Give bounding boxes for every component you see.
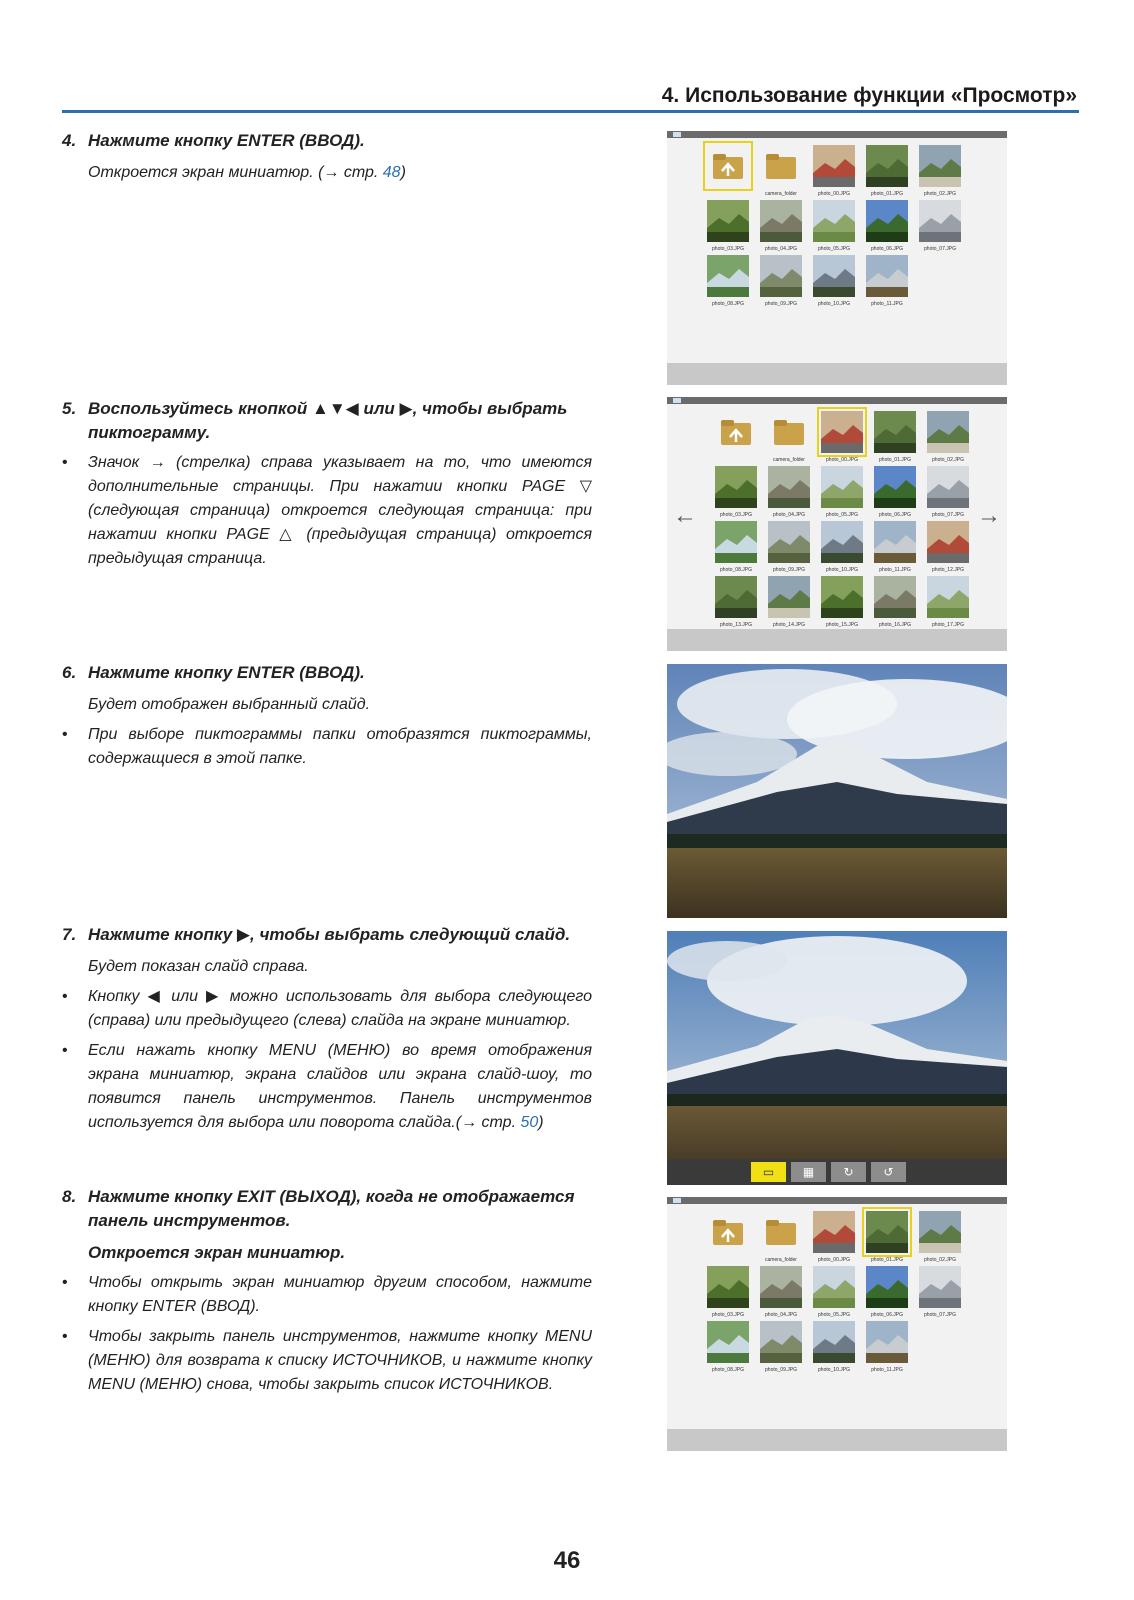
thumbnail[interactable] [866,200,908,242]
screen-bottombar [667,629,1007,651]
thumbnail[interactable] [813,1266,855,1308]
thumbnail[interactable] [707,200,749,242]
thumbnail[interactable] [760,200,802,242]
thumbnail-caption: photo_04.JPG [765,1312,797,1318]
thumbnail[interactable] [874,576,916,618]
step-number: 7. [62,925,77,944]
source-icon [673,398,681,403]
thumbnail[interactable] [919,200,961,242]
bullet-text-end: ) [538,1114,544,1131]
thumbnail-caption: photo_14.JPG [773,622,805,628]
thumbnail-caption: photo_01.JPG [871,1257,903,1263]
slide-toolbar [667,1159,1007,1185]
thumbnail[interactable] [866,255,908,297]
source-icon [673,132,681,137]
screen-topbar [667,131,1007,138]
step-number: 4. [62,131,77,150]
thumbnail[interactable] [821,576,863,618]
thumbnail[interactable] [707,1266,749,1308]
thumbnail-caption: photo_07.JPG [932,512,964,518]
thumbnail-caption: photo_03.JPG [712,1312,744,1318]
step-title: Воспользуйтесь кнопкой ▲▼◀ или ▶, чтобы выбрать пиктограмму. [88,399,568,442]
step-title: Нажмите кнопку ENTER (ВВОД). [88,131,365,150]
thumbnail-caption: photo_07.JPG [924,1312,956,1318]
thumbnail-caption: photo_12.JPG [932,567,964,573]
step-number: 6. [62,663,77,682]
thumbnail[interactable] [919,1266,961,1308]
thumbnail[interactable] [768,466,810,508]
bullet-text: Чтобы открыть экран миниатюр другим способом, нажмите кнопку ENTER (ВВОД). [88,1274,592,1315]
folder-up-icon[interactable] [707,145,749,187]
thumbnail[interactable] [707,1321,749,1363]
step-text-main: Откроется экран миниатюр. (→ стр. [88,164,383,181]
thumbnail-screen [667,1197,1007,1451]
folder-up-icon[interactable] [715,411,757,453]
thumbnail-caption: photo_11.JPG [879,567,911,573]
slide-select-icon[interactable]: ▭ [751,1162,786,1182]
bullet-mark: • [62,454,68,471]
screen-topbar [667,397,1007,404]
bullet-mark: • [62,1274,68,1291]
thumbnail-caption: photo_17.JPG [932,622,964,628]
bullet-mark: • [62,1328,68,1345]
thumbnail[interactable] [715,521,757,563]
thumbnail[interactable] [821,466,863,508]
film-icon[interactable]: ▦ [791,1162,826,1182]
step-8 [62,1185,592,1397]
thumbnail[interactable] [866,145,908,187]
thumbnail-caption: photo_06.JPG [871,1312,903,1318]
thumbnail-caption: photo_05.JPG [826,512,858,518]
thumbnail-caption: photo_16.JPG [879,622,911,628]
thumbnail[interactable] [821,411,863,453]
screen-bottombar [667,363,1007,385]
thumbnail-caption: photo_01.JPG [871,191,903,197]
bullet-mark: • [62,726,68,743]
slide-photo-with-toolbar [667,931,1007,1185]
source-icon [673,1198,681,1203]
step-title: Нажмите кнопку EXIT (ВЫХОД), когда не отображается панель инструментов. [88,1187,575,1230]
page-link[interactable]: 50 [520,1114,539,1131]
thumbnail[interactable] [927,521,969,563]
bullet-text: Значок → (стрелка) справа указывает на то, что имеются дополнительные страницы. При нажатии кнопки PAGE ▽ (следующая страница) откроется следующая страница: при нажатии кнопки PAGE △ (предыдущая страница) откроется предыдущая страница. [88,454,592,567]
mountain-photo [667,931,1007,1185]
thumbnail-caption: photo_02.JPG [924,191,956,197]
thumbnail-caption: photo_03.JPG [712,246,744,252]
thumbnail-caption: photo_00.JPG [826,457,858,463]
thumbnail-caption: photo_04.JPG [765,246,797,252]
folder-icon[interactable] [768,411,810,453]
mountain-photo [667,664,1007,918]
bullet-mark: • [62,1042,68,1059]
thumbnail-caption: photo_10.JPG [818,1367,850,1373]
thumbnail-caption: photo_11.JPG [871,301,903,307]
thumbnail[interactable] [866,1321,908,1363]
thumbnail-caption: camera_folder [765,191,797,197]
thumbnail[interactable] [760,1321,802,1363]
bullet-text: Чтобы закрыть панель инструментов, нажмите кнопку MENU (МЕНЮ) для возврата к списку ИСТОЧНИКОВ, и нажмите кнопку MENU (МЕНЮ) снова, чтобы закрыть список ИСТОЧНИКОВ. [88,1328,592,1393]
thumbnail-caption: photo_00.JPG [818,191,850,197]
page-number: 46 [553,1547,581,1574]
folder-icon[interactable] [760,145,802,187]
step-text: Будет отображен выбранный слайд. [88,696,371,713]
thumbnail[interactable] [874,466,916,508]
step-text-end: ) [400,164,406,181]
thumbnail-caption: photo_05.JPG [818,246,850,252]
step-title: Нажмите кнопку ENTER (ВВОД). [88,663,365,682]
thumbnail[interactable] [768,521,810,563]
thumbnail-caption: camera_folder [765,1257,797,1263]
thumbnail-caption: photo_04.JPG [773,512,805,518]
thumbnail-caption: photo_10.JPG [826,567,858,573]
thumbnail-caption: camera_folder [773,457,805,463]
thumbnail[interactable] [707,255,749,297]
thumbnail-screen [667,397,1007,651]
thumbnail-caption: photo_15.JPG [826,622,858,628]
arrow-left-icon[interactable]: ← [673,502,697,529]
thumbnail[interactable] [874,411,916,453]
page-header-title: 4. Использование функции «Просмотр» [661,84,1077,107]
thumbnail-caption: photo_01.JPG [879,457,911,463]
thumbnail[interactable] [813,145,855,187]
thumbnail[interactable] [715,466,757,508]
bullet-text: Кнопку ◀ или ▶ можно использовать для выбора следующего (справа) или предыдущего (слева) слайда на экране миниатюр. [88,988,592,1029]
thumbnail-caption: photo_07.JPG [924,246,956,252]
thumbnail-caption: photo_00.JPG [818,1257,850,1263]
bullet-text [88,1039,592,1135]
header-rule [62,110,1079,113]
thumbnail[interactable] [919,145,961,187]
thumbnail-caption: photo_09.JPG [773,567,805,573]
folder-up-icon[interactable] [707,1211,749,1253]
thumbnail[interactable] [760,1266,802,1308]
step-5 [62,397,592,571]
step-text [62,161,592,185]
thumbnail-caption: photo_02.JPG [924,1257,956,1263]
thumbnail-caption: photo_02.JPG [932,457,964,463]
thumbnail[interactable] [813,200,855,242]
thumbnail[interactable] [813,1211,855,1253]
thumbnail[interactable] [821,521,863,563]
thumbnail[interactable] [813,255,855,297]
thumbnail-caption: photo_06.JPG [879,512,911,518]
bullet-mark: • [62,988,68,1005]
thumbnail[interactable] [927,576,969,618]
step-subtitle: Откроется экран миниатюр. [88,1243,346,1262]
thumbnail[interactable] [760,255,802,297]
thumbnail-caption: photo_05.JPG [818,1312,850,1318]
thumbnail-caption: photo_10.JPG [818,301,850,307]
screen-bottombar [667,1429,1007,1451]
step-7 [62,923,592,1135]
step-number: 5. [62,399,77,418]
step-title: Нажмите кнопку ▶, чтобы выбрать следующий слайд. [88,925,571,944]
thumbnail[interactable] [874,521,916,563]
screen-topbar [667,1197,1007,1204]
step-4 [62,129,592,185]
thumbnail-caption: photo_06.JPG [871,246,903,252]
arrow-right-icon[interactable]: → [977,502,1001,529]
thumbnail[interactable] [813,1321,855,1363]
page-link[interactable]: 48 [382,164,401,181]
bullet-text: При выборе пиктограммы папки отобразятся пиктограммы, содержащиеся в этой папке. [88,726,592,767]
thumbnail-caption: photo_08.JPG [720,567,752,573]
rotate-right-icon[interactable]: ↻ [831,1162,866,1182]
thumbnail[interactable] [768,576,810,618]
thumbnail[interactable] [715,576,757,618]
step-text: Будет показан слайд справа. [88,958,309,975]
thumbnail-caption: photo_13.JPG [720,622,752,628]
folder-icon[interactable] [760,1211,802,1253]
slide-photo [667,664,1007,918]
bullet-text-main: Если нажать кнопку MENU (МЕНЮ) во время отображения экрана миниатюр, экрана слайдов или экрана слайд-шоу, то появится панель инструментов. Панель инструментов используется для выбора или поворота слайда.(→ стр. [88,1042,592,1131]
step-number: 8. [62,1187,77,1206]
thumbnail[interactable] [927,411,969,453]
thumbnail[interactable] [866,1266,908,1308]
thumbnail-caption: photo_11.JPG [871,1367,903,1373]
thumbnail[interactable] [927,466,969,508]
step-6 [62,661,592,771]
thumbnail-caption: photo_09.JPG [765,1367,797,1373]
rotate-left-icon[interactable]: ↺ [871,1162,906,1182]
thumbnail-screen [667,131,1007,385]
thumbnail[interactable] [866,1211,908,1253]
thumbnail-caption: photo_09.JPG [765,301,797,307]
thumbnail[interactable] [919,1211,961,1253]
thumbnail-caption: photo_08.JPG [712,301,744,307]
thumbnail-caption: photo_03.JPG [720,512,752,518]
thumbnail-caption: photo_08.JPG [712,1367,744,1373]
